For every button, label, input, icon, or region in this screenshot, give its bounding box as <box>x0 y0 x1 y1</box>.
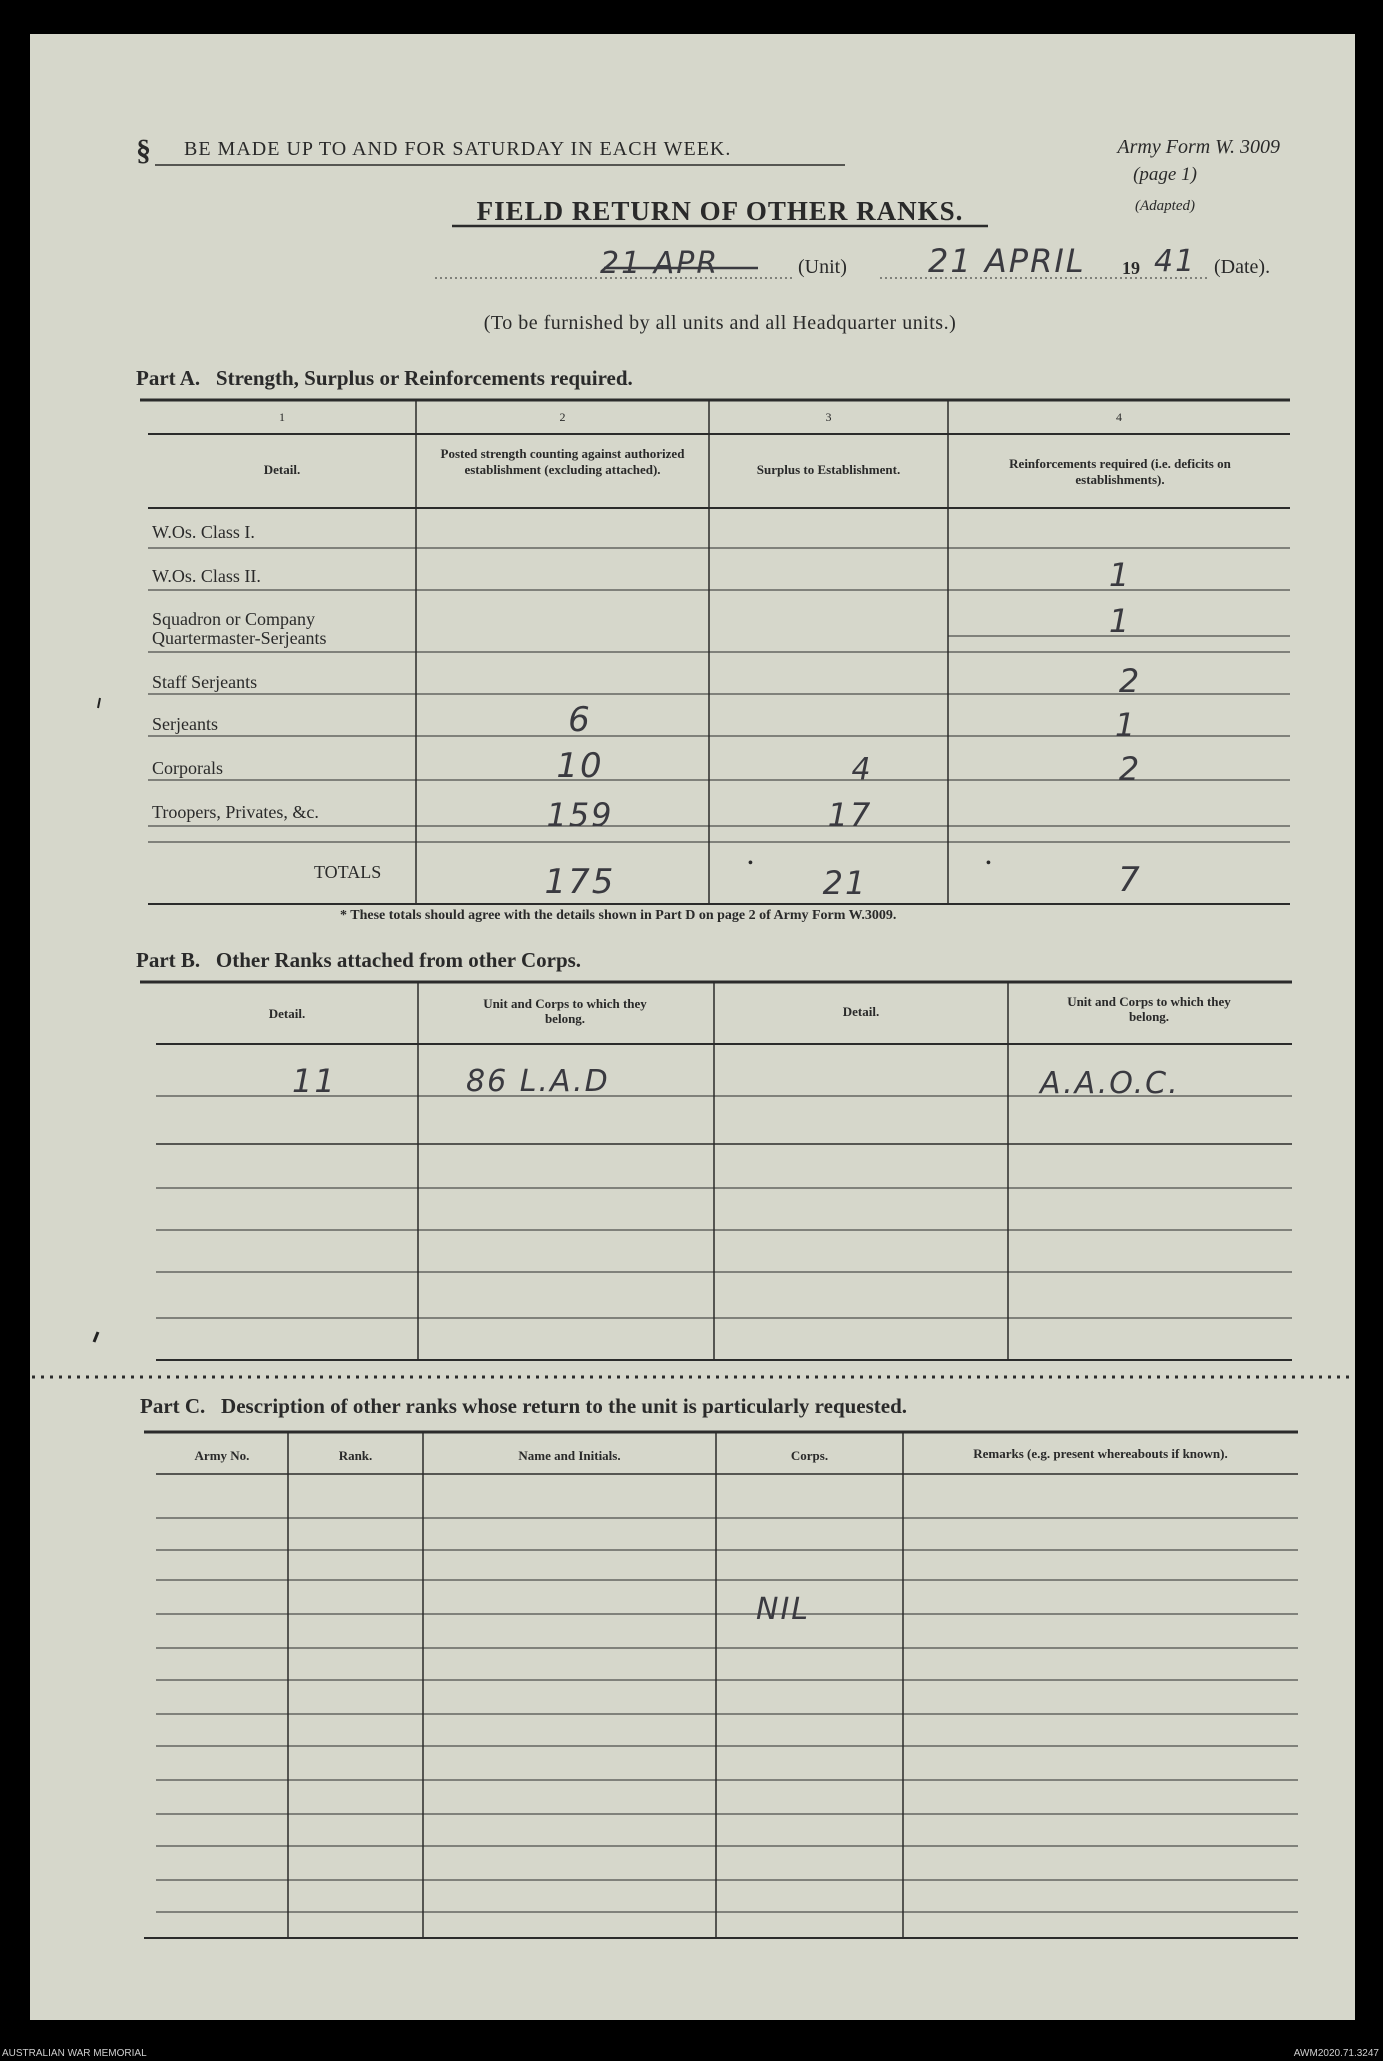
surplus-corporals: 4 <box>851 752 873 787</box>
part-b-detail-value: 11 <box>292 1062 337 1100</box>
part-a-colnum-4: 4 <box>1116 410 1122 424</box>
form-name: Army Form W. 3009 <box>1117 136 1280 158</box>
part-a-header-detail: Detail. <box>263 462 301 477</box>
reinf-wo2: 1 <box>1108 556 1132 594</box>
part-a-footnote: * These totals should agree with the details shown in Part D on page 2 of Army Form W.3009. <box>340 908 897 923</box>
date-value: 21 APRIL <box>928 242 1086 280</box>
part-c-header-rank: Rank. <box>338 1448 373 1463</box>
part-b-unit-value: 86 L.A.D <box>466 1064 610 1099</box>
furnished-note: (To be furnished by all units and all Headquarter units.) <box>483 312 957 334</box>
page-title: FIELD RETURN OF OTHER RANKS. <box>476 196 964 226</box>
part-b-header-detail-2: Detail. <box>842 1004 880 1019</box>
part-b-header-detail: Detail. <box>268 1006 306 1021</box>
totals-posted: 175 <box>544 862 616 902</box>
part-b-unit2-value: A.A.O.C. <box>1040 1066 1180 1101</box>
totals-reinf: 7 <box>1118 860 1142 900</box>
reinf-staff-serjeants: 2 <box>1118 662 1142 700</box>
part-c-heading: Part C. Description of other ranks whose return to the unit is particularly requested. <box>140 1394 908 1418</box>
part-b-header-unit: Unit and Corps to which they belong. <box>483 996 647 1026</box>
posted-corporals: 10 <box>556 746 604 786</box>
posted-serjeants: 6 <box>568 700 592 740</box>
posted-privates: 159 <box>546 796 614 834</box>
part-a-header-reinf: Reinforcements required (i.e. deficits on establishments). <box>1009 456 1231 487</box>
part-c-header-name: Name and Initials. <box>518 1448 621 1463</box>
date-label: (Date). <box>1214 256 1271 278</box>
row-detail-privates: Troopers, Privates, &c. <box>152 802 319 822</box>
part-a-heading: Part A. Strength, Surplus or Reinforcements required. <box>136 366 633 390</box>
surplus-privates: 17 <box>827 796 873 834</box>
part-c-header-corps: Corps. <box>790 1448 829 1463</box>
row-detail-wo2: W.Os. Class II. <box>152 566 261 586</box>
part-a-colnum-2: 2 <box>559 410 566 424</box>
date-year: 41 <box>1154 244 1197 279</box>
part-a-header-posted: Posted strength counting against authorized establishment (excluding attached). <box>440 446 685 477</box>
instruction-text: BE MADE UP TO AND FOR SATURDAY IN EACH WEEK. <box>184 138 732 160</box>
totals-asterisk-reinf: • <box>986 856 991 871</box>
part-b-heading: Part B. Other Ranks attached from other Corps. <box>136 948 582 972</box>
row-detail-cqms: Squadron or Company Quartermaster-Serjeants <box>152 609 327 648</box>
date-year-prefix: 19 <box>1122 258 1140 278</box>
totals-label: TOTALS <box>314 862 382 882</box>
row-detail-serjeants: Serjeants <box>152 714 218 734</box>
footer-left: AUSTRALIAN WAR MEMORIAL <box>2 2048 147 2059</box>
part-c-header-army-no: Army No. <box>194 1448 250 1463</box>
form-mark-icon: § <box>136 134 151 167</box>
part-a-colnum-1: 1 <box>279 410 285 424</box>
row-detail-corporals: Corporals <box>152 758 223 778</box>
part-a-header-surplus: Surplus to Establishment. <box>756 462 901 477</box>
unit-label: (Unit) <box>798 256 847 278</box>
footer-right: AWM2020.71.3247 <box>1293 2048 1379 2059</box>
totals-surplus: 21 <box>822 864 868 902</box>
part-c-header-remarks: Remarks (e.g. present whereabouts if known). <box>973 1446 1228 1461</box>
unit-value: 21 APR <box>600 246 720 281</box>
part-a-colnum-3: 3 <box>825 410 832 424</box>
totals-asterisk-surplus: • <box>748 856 753 871</box>
form-page: (page 1) <box>1133 164 1197 185</box>
row-detail-wo1: W.Os. Class I. <box>152 522 255 542</box>
part-c-nil: NIL <box>756 1592 811 1627</box>
reinf-corporals: 2 <box>1118 750 1142 788</box>
reinf-cqms: 1 <box>1108 602 1132 640</box>
part-b-header-unit-2: Unit and Corps to which they belong. <box>1067 994 1231 1024</box>
form-adapted: (Adapted) <box>1135 198 1195 214</box>
row-detail-staff-serjeants: Staff Serjeants <box>152 672 258 692</box>
reinf-serjeants: 1 <box>1114 706 1138 744</box>
